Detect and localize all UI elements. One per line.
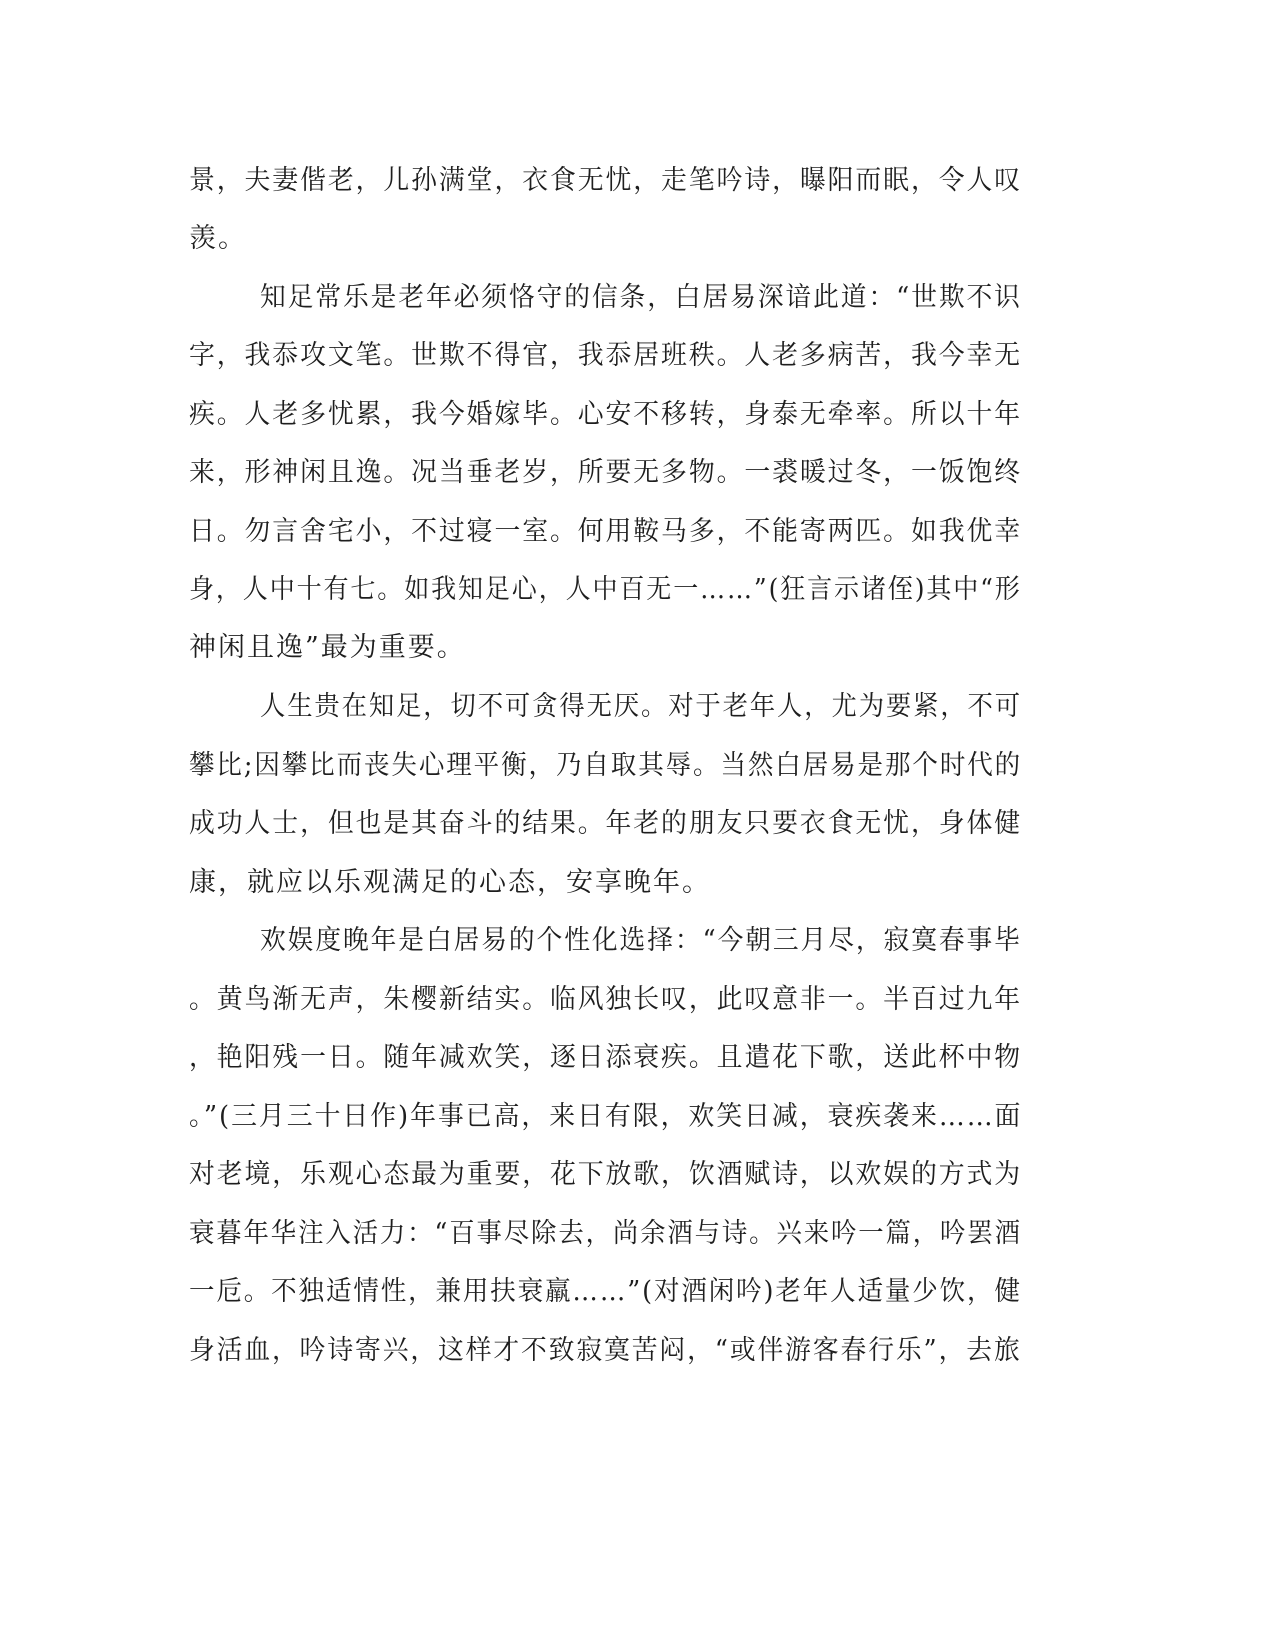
text-line: 一卮。不独适情性，兼用扶衰羸……”(对酒闲吟)老年人适量少饮，健: [189, 1276, 1022, 1307]
text-line: 疾。人老多忧累，我今婚嫁毕。心安不移转，身泰无牵率。所以十年: [189, 399, 1023, 430]
text-line: 衰暮年华注入活力：“百事尽除去，尚余酒与诗。兴来吟一篇，吟罢酒: [189, 1218, 1022, 1249]
text-line: 成功人士，但也是其奋斗的结果。年老的朋友只要衣食无忧，身体健: [189, 808, 1023, 839]
paragraph-first-line: 欢娱度晚年是白居易的个性化选择：“今朝三月尽，寂寞春事毕: [260, 925, 1022, 956]
text-line: 羡。: [189, 223, 247, 254]
text-line: 康，就应以乐观满足的心态，安享晚年。: [189, 867, 711, 898]
text-line: 字，我忝攻文笔。世欺不得官，我忝居班秩。人老多病苦，我今幸无: [189, 340, 1023, 371]
text-line: 身活血，吟诗寄兴，这样才不致寂寞苦闷，“或伴游客春行乐”，去旅: [189, 1335, 1022, 1366]
text-line: 日。勿言舍宅小，不过寝一室。何用鞍马多，不能寄两匹。如我优幸: [189, 516, 1023, 547]
paragraph-first-line: 人生贵在知足，切不可贪得无厌。对于老年人，尤为要紧，不可: [260, 691, 1022, 722]
text-line: 神闲且逸”最为重要。: [189, 632, 466, 663]
text-line: 。黄鸟渐无声，朱樱新结实。临风独长叹，此叹意非一。半百过九年: [189, 984, 1023, 1015]
text-line: 身，人中十有七。如我知足心，人中百无一……”(狂言示诸侄)其中“形: [189, 574, 1022, 605]
text-line: 来，形神闲且逸。况当垂老岁，所要无多物。一裘暖过冬，一饭饱终: [189, 457, 1023, 488]
text-line: 景，夫妻偕老，儿孙满堂，衣食无忧，走笔吟诗，曝阳而眠，令人叹: [189, 165, 1023, 196]
text-line: ，艳阳残一日。随年减欢笑，逐日添衰疾。且遣花下歌，送此杯中物: [189, 1042, 1023, 1073]
text-line: 攀比;因攀比而丧失心理平衡，乃自取其辱。当然白居易是那个时代的: [189, 750, 1023, 781]
text-line: 对老境，乐观心态最为重要，花下放歌，饮酒赋诗，以欢娱的方式为: [189, 1159, 1023, 1190]
paragraph-first-line: 知足常乐是老年必须恪守的信条，白居易深谙此道：“世欺不识: [260, 282, 1022, 313]
text-line: 。”(三月三十日作)年事已高，来日有限，欢笑日减，衰疾袭来……面: [189, 1101, 1023, 1132]
